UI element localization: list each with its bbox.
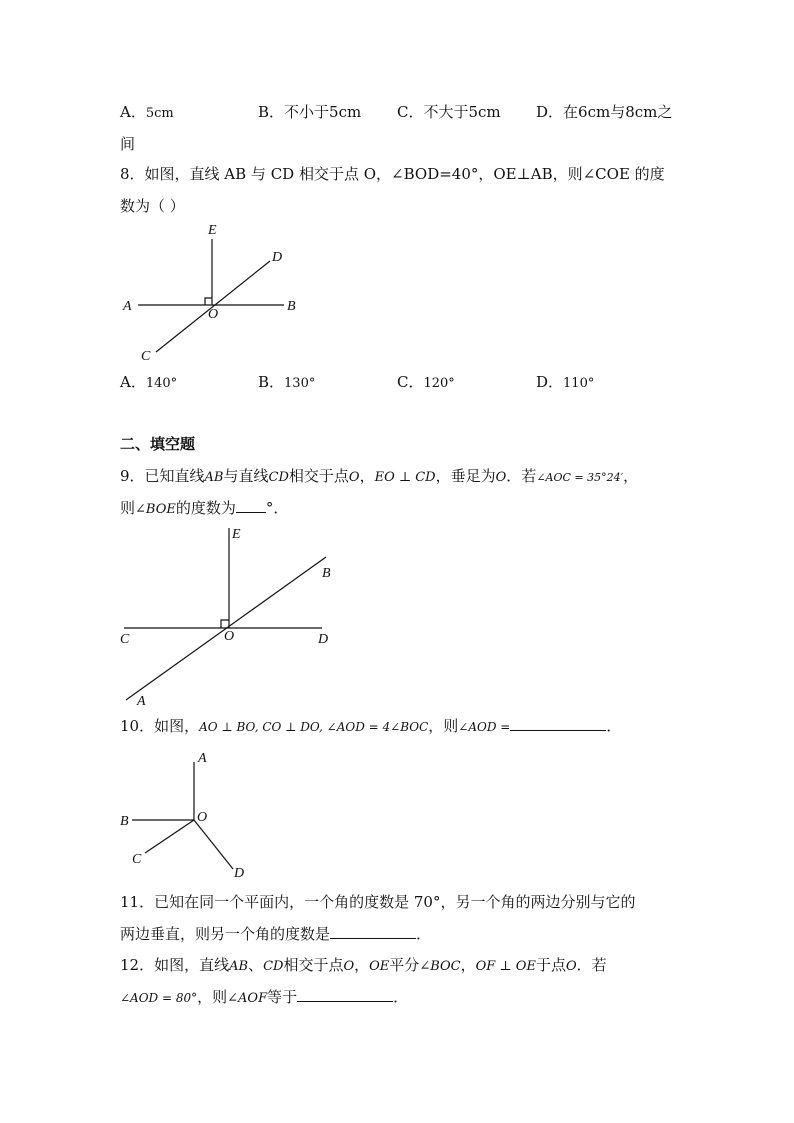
math: AB [229,959,249,974]
option-text: 不大于5cm [423,103,501,121]
text: 相交于点 [283,956,344,974]
math: ∠AOD = [458,720,511,734]
text: 12．如图，直线 [120,956,230,974]
text: 平分 [389,956,420,974]
q10-label-o: O [197,810,208,825]
math: AB [204,470,224,485]
q8-label-o: O [208,307,219,322]
text: 的度数为 [175,499,236,517]
q9-label-b: B [322,566,331,581]
q12-stem-line1 [120,955,607,977]
text: ．若 [506,467,537,485]
text: 等于 [267,988,298,1006]
q8-label-d: D [272,250,283,265]
q7-option-d-wrap: 间 [120,135,136,153]
q8-label-c: C [141,349,151,364]
q8-label-b: B [287,299,296,314]
math: AO ⊥ BO, CO ⊥ DO, ∠AOD = 4∠BOC [199,720,429,734]
math: O [495,470,507,485]
math: OF ⊥ OE [475,959,536,974]
option-text: 140° [145,376,178,391]
text: ． [416,925,432,943]
q11-stem-line2 [120,924,431,944]
text: 于点 [535,956,566,974]
option-letter: D． [536,373,564,391]
text: ， [354,956,370,974]
option-text: 110° [563,376,595,391]
option-letter: A． [120,373,146,391]
q8-stem-line1: 8．如图，直线 AB 与 CD 相交于点 O，∠BOD=40°，OE⊥AB，则∠COE 的度 [120,165,665,183]
math: CD [263,959,284,974]
q10-label-d: D [234,866,245,881]
text: ，则 [428,717,459,735]
q10-label-c: C [132,852,142,867]
text: 与直线 [223,467,269,485]
q9-label-d: D [318,632,329,647]
answer-blank[interactable] [297,987,393,1002]
math: ∠BOC [419,959,461,974]
q10-label-b: B [120,814,129,829]
math: ∠AOC = 35°24′ [536,471,624,484]
math: O [348,470,360,485]
q9-label-a: A [137,694,146,709]
q8-label-e: E [208,223,217,238]
text: 相交于点 [288,467,349,485]
text: °． [265,499,289,517]
text: ， [460,956,476,974]
math: ∠BOE [135,502,176,517]
q9-label-c: C [120,632,130,647]
text: 9．已知直线 [120,467,205,485]
text: 、 [248,956,264,974]
option-letter: A． [120,103,146,121]
option-letter: D． [536,103,564,121]
option-text: 在6cm与8cm之 [563,103,673,121]
math: OE [369,959,390,974]
q10-label-a: A [198,751,207,766]
q9-label-o: O [224,629,235,644]
text: 10．如图， [120,717,200,735]
q10-ray-od [194,820,233,869]
math: EO ⊥ CD [374,470,436,485]
option-letter: C． [397,103,424,121]
math: ∠AOF [227,991,268,1006]
option-letter: C． [397,373,424,391]
math: O [343,959,355,974]
q10-ray-oc [145,820,194,853]
option-letter: B． [258,373,285,391]
answer-blank[interactable] [330,924,416,939]
text: ， [359,467,375,485]
q8-label-a: A [123,299,132,314]
option-letter: B． [258,103,285,121]
section-title: 二、填空题 [120,435,196,453]
option-text: 不小于5cm [284,103,362,121]
text: ． [393,988,409,1006]
text: ．若 [576,956,607,974]
math: ∠AOD = 80° [120,991,198,1005]
q12-stem-line2 [120,987,408,1009]
text: ，垂足为 [435,467,496,485]
option-text: 120° [423,376,455,391]
math: O [565,959,577,974]
q11-stem-line1: 11．已知在同一个平面内，一个角的度数是 70°，另一个角的两边分别与它的 [120,893,636,911]
text: 则 [120,499,136,517]
text: ， [623,467,639,485]
q9-label-e: E [232,527,241,542]
math: CD [268,470,289,485]
text: ． [606,717,622,735]
option-text: 5cm [145,106,174,121]
option-text: 130° [284,376,316,391]
q8-stem-line2: 数为（ ） [120,197,185,215]
text: ，则 [197,988,228,1006]
text: 两边垂直，则另一个角的度数是 [120,925,331,943]
